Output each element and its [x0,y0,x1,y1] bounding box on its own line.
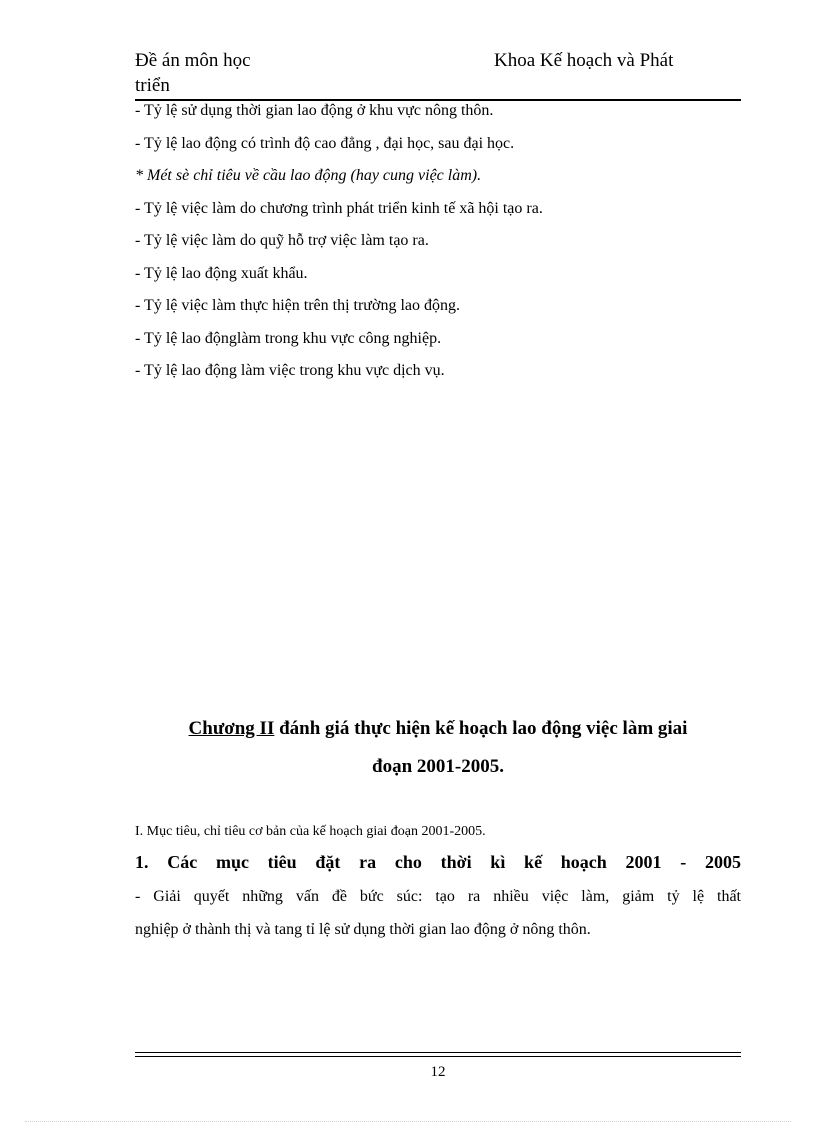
paragraph-line: nghiệp ở thành thị và tang tỉ lệ sử dụng thời gian lao động ở nông thôn. [135,921,591,938]
header-course-label: Đề án môn học [135,50,251,71]
page-header [135,49,741,101]
chapter-label: Chương II [188,718,275,739]
body-paragraph [135,880,741,946]
chapter-title-line1: đánh giá thực hiện kế hoạch lao động việc làm giai [274,718,688,739]
paragraph-line: - Giải quyết những vấn đề bức súc: tạo ra nhiều việc làm, giảm tỷ lệ thất [135,888,741,905]
header-faculty-label: Khoa Kế hoạch và Phát [494,50,674,71]
list-item: - Tỷ lệ lao độnglàm trong khu vực công nghiệp. [135,329,442,347]
list-item: - Tỷ lệ sử dụng thời gian lao động ở khu vực nông thôn. [135,102,494,119]
indicator-list [135,100,741,393]
subsection-heading: 1. Các mục tiêu đặt ra cho thời kì kế hoạch 2001 - 2005 [135,852,741,872]
list-item: - Tỷ lệ lao động làm việc trong khu vực dịch vụ. [135,362,445,379]
chapter-title-line2: đoạn 2001-2005. [372,756,504,777]
list-item: - Tỷ lệ lao động có trình độ cao đẳng , đại học, sau đại học. [135,134,515,152]
footer-divider [135,1052,741,1057]
list-subheading: * Mét sè chỉ tiêu về cầu lao động (hay cung việc làm). [135,167,482,184]
list-item: - Tỷ lệ việc làm do chương trình phát triển kinh tế xã hội tạo ra. [135,199,543,217]
list-item: - Tỷ lệ lao động xuất khẩu. [135,264,308,282]
page-edge-divider [25,1121,791,1122]
header-faculty-continuation: triển [135,75,170,96]
list-item: - Tỷ lệ việc làm thực hiện trên thị trường lao động. [135,297,460,314]
chapter-title [135,710,741,786]
page-number: 12 [430,1064,446,1080]
list-item: - Tỷ lệ việc làm do quỹ hỗ trợ việc làm tạo ra. [135,232,429,249]
section-heading: I. Mục tiêu, chỉ tiêu cơ bản của kế hoạch giai đoạn 2001-2005. [135,824,486,839]
